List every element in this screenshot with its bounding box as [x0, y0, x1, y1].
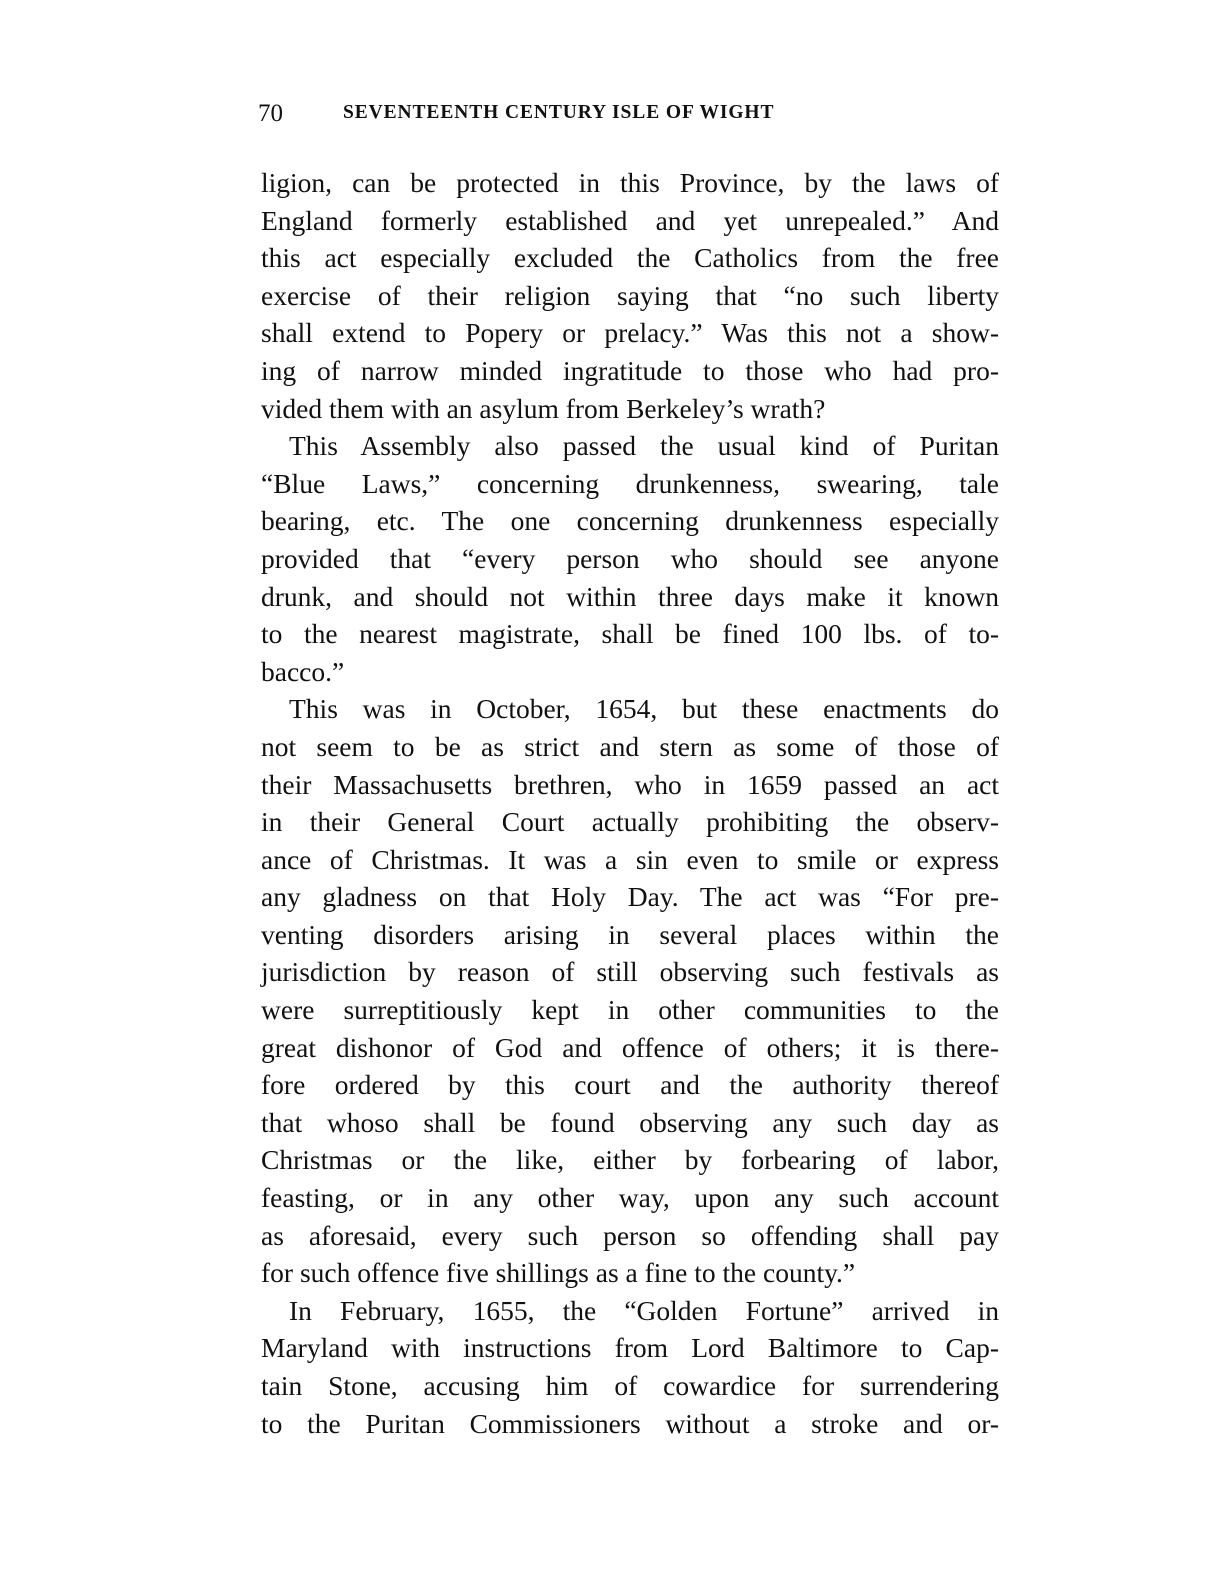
paragraph-3 — [261, 690, 999, 1292]
text-line: vided them with an asylum from Berkeley’s wrath? — [261, 392, 826, 424]
running-head — [258, 98, 999, 134]
text-line: ligion, can be protected in this Province, by the laws of — [261, 167, 999, 198]
text-line: as aforesaid, every such person so offending shall pay — [261, 1219, 999, 1251]
text-line: This was in October, 1654, but these enactments do — [289, 693, 999, 725]
text-line: were surreptitiously kept in other communities to the — [261, 994, 999, 1026]
text-line: jurisdiction by reason of still observing such festivals as — [261, 956, 999, 988]
text-line: drunk, and should not within three days make it known — [261, 580, 999, 612]
text-line: fore ordered by this court and the authority thereof — [261, 1069, 999, 1101]
text-line: for such offence five shillings as a fine to the county.” — [261, 1257, 856, 1289]
text-line: bacco.” — [261, 655, 345, 687]
text-line: ance of Christmas. It was a sin even to smile or express — [261, 843, 999, 875]
text-line: “Blue Laws,” concerning drunkenness, swearing, tale — [261, 467, 999, 499]
text-line: This Assembly also passed the usual kind of Puritan — [289, 430, 999, 462]
text-line: exercise of their religion saying that “no such liberty — [261, 279, 999, 311]
text-line: in their General Court actually prohibiting the observ- — [261, 806, 999, 838]
text-line: ing of narrow minded ingratitude to those who had pro- — [261, 354, 999, 386]
text-line: Maryland with instructions from Lord Baltimore to Cap- — [261, 1332, 999, 1364]
text-line: shall extend to Popery or prelacy.” Was this not a show- — [261, 317, 999, 349]
running-title: SEVENTEENTH CENTURY ISLE OF WIGHT — [343, 102, 775, 123]
text-line: this act especially excluded the Catholics from the free — [261, 242, 999, 274]
text-line: that whoso shall be found observing any such day as — [261, 1106, 999, 1138]
text-line: not seem to be as strict and stern as some of those of — [261, 730, 999, 762]
text-line: to the nearest magistrate, shall be fined 100 lbs. of to- — [261, 618, 999, 650]
text-line: any gladness on that Holy Day. The act was “For pre- — [261, 881, 999, 913]
paragraph-4 — [261, 1292, 999, 1442]
text-line: feasting, or in any other way, upon any such account — [261, 1182, 999, 1214]
text-line: to the Puritan Commissioners without a stroke and or- — [261, 1407, 999, 1439]
text-line: England formerly established and yet unrepealed.” And — [261, 204, 999, 236]
text-line: provided that “every person who should see anyone — [261, 542, 999, 574]
text-line: their Massachusetts brethren, who in 1659 passed an act — [261, 768, 999, 800]
paragraph-2 — [261, 427, 999, 690]
text-line: In February, 1655, the “Golden Fortune” arrived in — [289, 1294, 999, 1326]
text-line: great dishonor of God and offence of others; it is there- — [261, 1031, 999, 1063]
text-line: bearing, etc. The one concerning drunkenness especially — [261, 505, 999, 537]
body-text — [261, 164, 999, 1442]
page-number: 70 — [258, 100, 283, 127]
text-line: venting disorders arising in several places within the — [261, 918, 999, 950]
paragraph-1 — [261, 164, 999, 427]
book-page — [258, 98, 999, 1439]
text-line: tain Stone, accusing him of cowardice for surrendering — [261, 1370, 999, 1401]
text-line: Christmas or the like, either by forbearing of labor, — [261, 1144, 999, 1176]
